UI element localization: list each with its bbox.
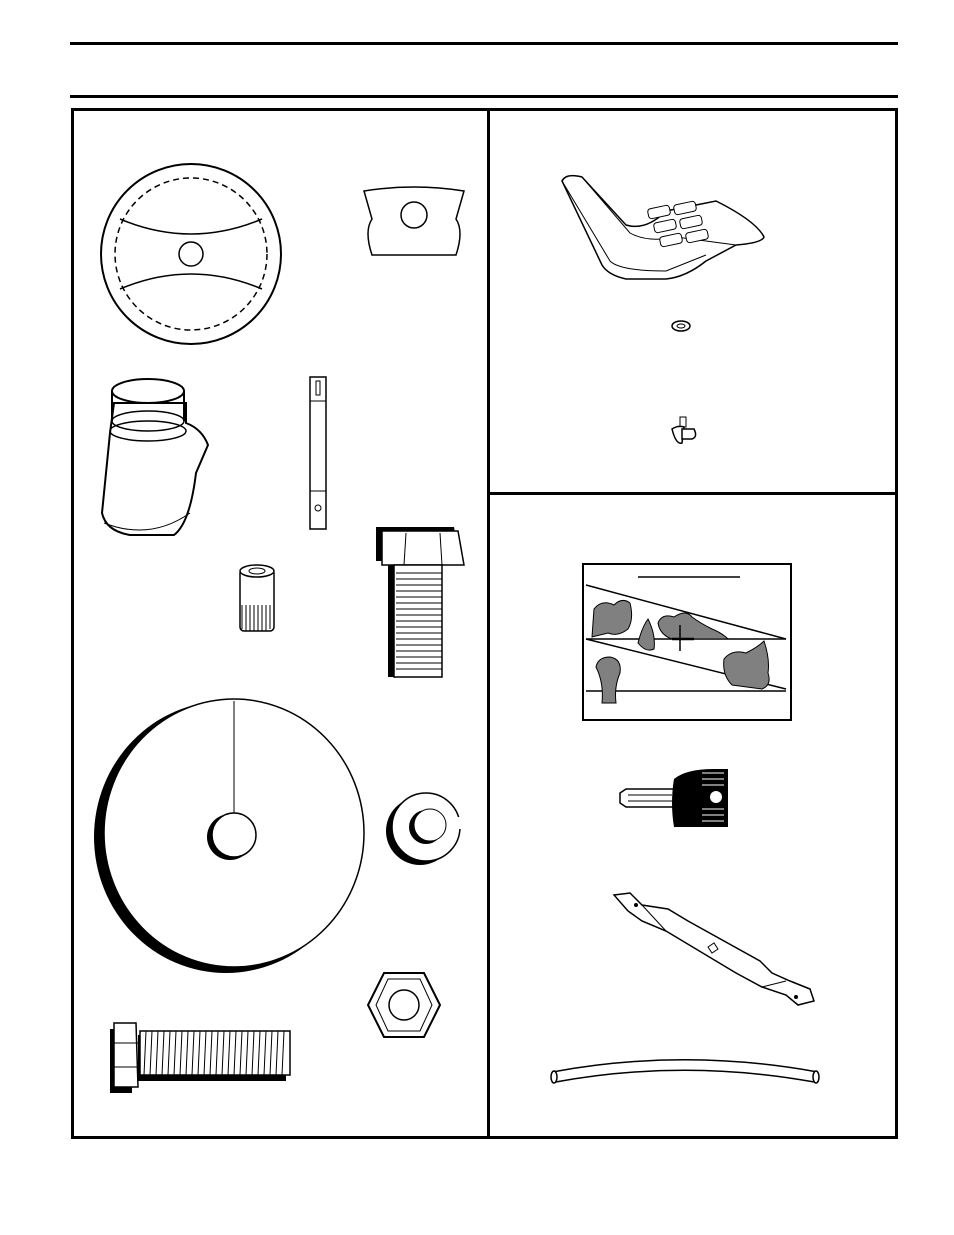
steering-wheel-icon — [98, 161, 284, 347]
seat-icon — [556, 171, 768, 283]
small-washer-icon — [670, 319, 692, 333]
blade-icon — [612, 891, 816, 1011]
parts-panel-right-bottom — [490, 495, 895, 1136]
top-rule — [70, 42, 898, 45]
hex-bolt-icon — [366, 521, 466, 681]
parts-panel-right-top — [490, 111, 895, 492]
steering-adapter-icon — [90, 373, 216, 543]
key-icon — [616, 767, 732, 829]
steering-cap-icon — [360, 185, 468, 261]
hex-nut-icon — [366, 971, 442, 1041]
lock-washer-icon — [384, 787, 468, 869]
washer-icon — [92, 695, 368, 977]
hose-icon — [548, 1051, 822, 1087]
gauge-card-icon — [582, 563, 792, 721]
header-rule — [70, 95, 898, 98]
bushing-icon — [234, 561, 280, 637]
parts-panel-left — [74, 111, 487, 1136]
shaft-icon — [306, 373, 332, 533]
hex-bolt-long-icon — [108, 1021, 294, 1095]
knob-icon — [668, 415, 698, 447]
